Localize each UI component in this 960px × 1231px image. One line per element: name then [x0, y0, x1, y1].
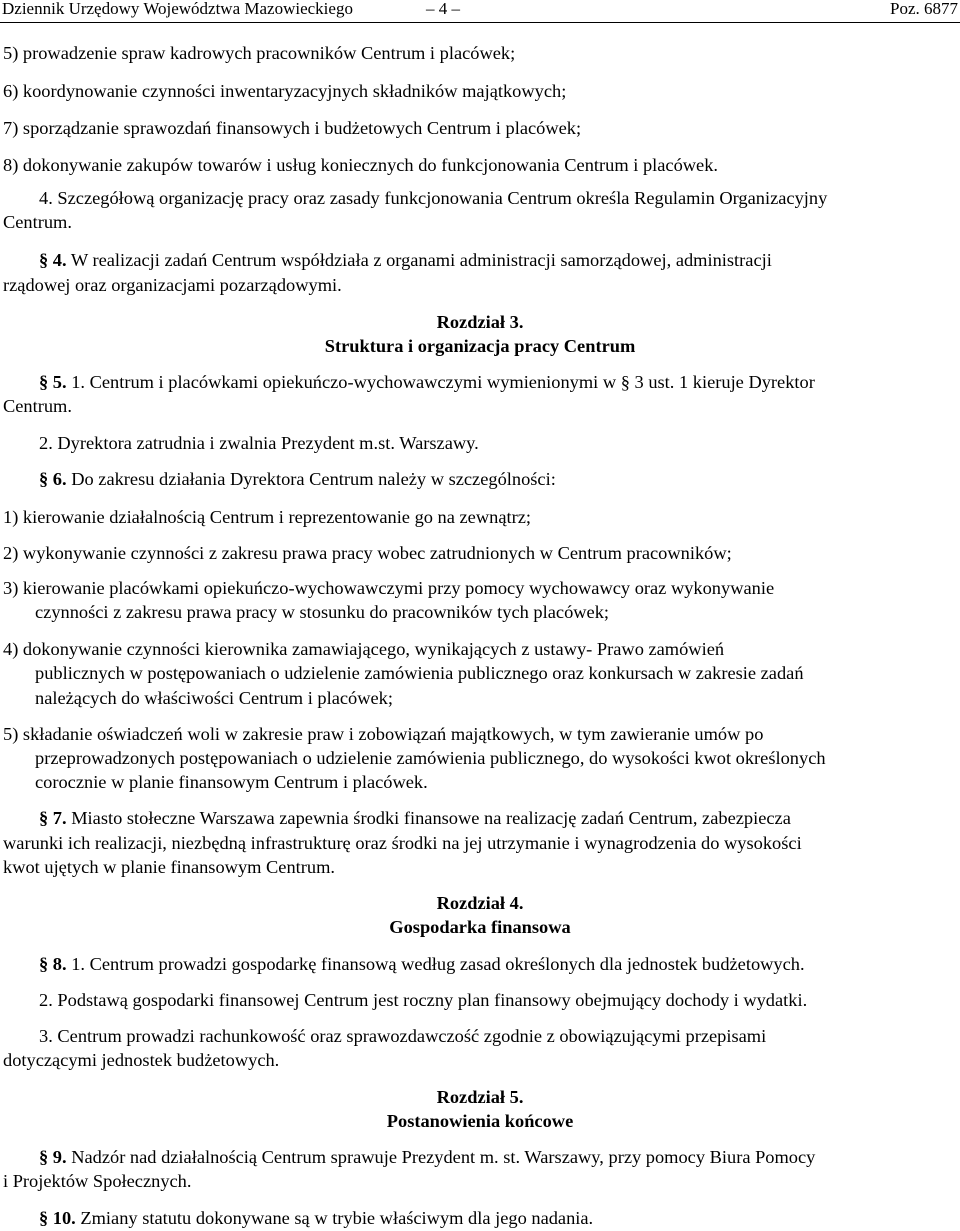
- text-line: Nadzór nad działalnością Centrum sprawuje Prezydent m. st. Warszawy, przy pomocy Biura Pomocy: [71, 1147, 816, 1167]
- paragraph-number: § 9.: [39, 1147, 67, 1167]
- list-item: 4) dokonywanie czynności kierownika zamawiającego, wynikających z ustawy- Prawo zamówień: [3, 639, 725, 659]
- position-number: Poz. 6877: [890, 0, 958, 18]
- list-item-continued: czynności z zakresu prawa pracy w stosunku do pracowników tych placówek;: [35, 602, 610, 622]
- paragraph-number: § 6.: [39, 469, 67, 489]
- text-line: Do zakresu działania Dyrektora Centrum należy w szczególności:: [71, 469, 556, 489]
- list-item: 5) składanie oświadczeń woli w zakresie praw i zobowiązań majątkowych, w tym zawieranie umów po: [3, 724, 764, 744]
- paragraph-number: § 5.: [39, 372, 67, 392]
- paragraph-number: § 8.: [39, 954, 67, 974]
- paragraph-line: Centrum.: [3, 396, 72, 416]
- list-item-continued: należących do właściwości Centrum i placówek;: [35, 688, 393, 708]
- text-line: Miasto stołeczne Warszawa zapewnia środki finansowe na realizację zadań Centrum, zabezpiecza: [71, 808, 791, 828]
- paragraph-line: i Projektów Społecznych.: [3, 1171, 192, 1191]
- paragraph-9: [39, 1145, 815, 1170]
- list-item: 1) kierowanie działalnością Centrum i reprezentowanie go na zewnątrz;: [3, 507, 531, 527]
- paragraph-number: § 4.: [39, 250, 67, 270]
- chapter-label: Rozdział 4.: [436, 893, 524, 913]
- chapter-label: Rozdział 3.: [436, 312, 524, 332]
- text-line: Zmiany statutu dokonywane są w trybie właściwym dla jego nadania.: [80, 1208, 594, 1228]
- paragraph-line: rządowej oraz organizacjami pozarządowymi.: [3, 275, 342, 295]
- paragraph-8: [39, 952, 805, 977]
- paragraph-number: § 10.: [39, 1208, 76, 1228]
- paragraph-4: [39, 248, 957, 273]
- page-header: [0, 0, 960, 23]
- chapter-title: Gospodarka finansowa: [389, 917, 571, 937]
- list-item: 3) kierowanie placówkami opiekuńczo-wychowawczymi przy pomocy wychowawcy oraz wykonywanie: [3, 578, 775, 598]
- list-item: 8) dokonywanie zakupów towarów i usług koniecznych do funkcjonowania Centrum i placówek.: [3, 155, 719, 175]
- paragraph-7: [39, 806, 791, 831]
- text-line: 1. Centrum i placówkami opiekuńczo-wychowawczymi wymienionymi w § 3 ust. 1 kieruje Dyrektor: [71, 372, 815, 392]
- paragraph-number: § 7.: [39, 808, 67, 828]
- list-item: 6) koordynowanie czynności inwentaryzacyjnych składników majątkowych;: [3, 81, 567, 101]
- paragraph-line: kwot ujętych w planie finansowym Centrum.: [3, 857, 335, 877]
- journal-title: Dziennik Urzędowy Województwa Mazowieckiego: [2, 0, 353, 18]
- chapter-label: Rozdział 5.: [436, 1087, 524, 1107]
- list-item-continued: corocznie w planie finansowym Centrum i placówek.: [35, 772, 428, 792]
- paragraph-6: [39, 467, 556, 492]
- page-number: – 4 –: [426, 0, 460, 18]
- text-line: 1. Centrum prowadzi gospodarkę finansową według zasad określonych dla jednostek budżetowych.: [71, 954, 805, 974]
- list-item-continued: publicznych w postępowaniach o udzielenie zamówienia publicznego oraz konkursach w zakresie zadań: [35, 663, 804, 683]
- chapter-title: Struktura i organizacja pracy Centrum: [324, 336, 636, 356]
- list-item: 7) sporządzanie sprawozdań finansowych i budżetowych Centrum i placówek;: [3, 118, 582, 138]
- paragraph-line: dotyczącymi jednostek budżetowych.: [3, 1050, 280, 1070]
- paragraph-line: warunki ich realizacji, niezbędną infrastrukturę oraz środki na jej utrzymanie i wynagrodzenia do wysokości: [3, 833, 802, 853]
- paragraph-5: [39, 370, 815, 395]
- text-line: 4. Szczegółową organizację pracy oraz zasady funkcjonowania Centrum określa Regulamin Organizacyjny: [39, 188, 828, 208]
- chapter-title: Postanowienia końcowe: [386, 1111, 574, 1131]
- paragraph-line: [39, 186, 957, 211]
- paragraph-line: 3. Centrum prowadzi rachunkowość oraz sprawozdawczość zgodnie z obowiązującymi przepisami: [39, 1026, 767, 1046]
- list-item: 2) wykonywanie czynności z zakresu prawa pracy wobec zatrudnionych w Centrum pracowników;: [3, 543, 732, 563]
- paragraph-line: Centrum.: [3, 212, 72, 232]
- list-item-continued: przeprowadzonych postępowaniach o udzielenie zamówienia publicznego, do wysokości kwot określonych: [35, 748, 826, 768]
- paragraph-line: 2. Dyrektora zatrudnia i zwalnia Prezydent m.st. Warszawy.: [39, 433, 479, 453]
- paragraph-line: 2. Podstawą gospodarki finansowej Centrum jest roczny plan finansowy obejmujący dochody i wydatki.: [39, 990, 808, 1010]
- text-line: W realizacji zadań Centrum współdziała z organami administracji samorządowej, administracji: [70, 250, 772, 270]
- paragraph-10: [39, 1206, 593, 1231]
- list-item: 5) prowadzenie spraw kadrowych pracowników Centrum i placówek;: [3, 43, 516, 63]
